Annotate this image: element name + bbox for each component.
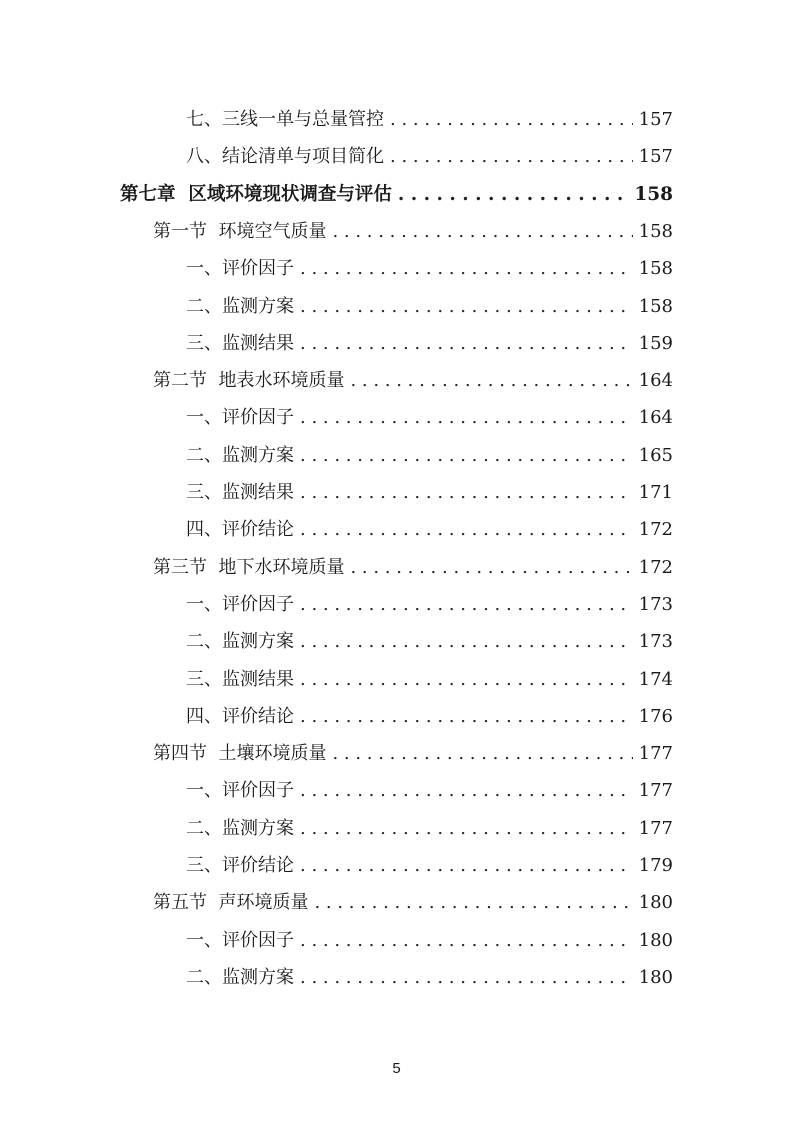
- toc-dot-leader: [350, 362, 632, 399]
- toc-entry-item[interactable]: [186, 623, 673, 660]
- toc-entry-page: 172: [638, 519, 673, 541]
- toc-entry-chapter[interactable]: [120, 176, 673, 213]
- toc-dot-leader: [398, 176, 628, 213]
- toc-dot-leader: [390, 138, 633, 175]
- toc-entry-page: 157: [638, 109, 673, 130]
- toc-dot-leader: [300, 847, 633, 884]
- toc-entry-title: 一、评价因子: [186, 407, 294, 429]
- toc-entry-page: 159: [638, 332, 673, 354]
- toc-entry-item[interactable]: [186, 101, 673, 138]
- toc-entry-page: 164: [638, 407, 673, 429]
- toc-entry-title: 一、评价因子: [186, 258, 294, 280]
- toc-dot-leader: [300, 810, 633, 847]
- toc-entry-section[interactable]: [153, 884, 673, 921]
- toc-entry-page: 180: [638, 929, 673, 951]
- toc-dot-leader: [300, 661, 633, 698]
- toc-entry-item[interactable]: [186, 250, 673, 287]
- toc-entry-section[interactable]: [153, 213, 673, 250]
- toc-dot-leader: [300, 325, 633, 362]
- toc-entry-page: 157: [638, 146, 673, 168]
- toc-entry-page: 158: [638, 220, 673, 242]
- page-number: 5: [392, 1060, 401, 1077]
- toc-entry-item[interactable]: [186, 810, 673, 847]
- toc-entry-title: 二、监测方案: [186, 444, 294, 466]
- toc-dot-leader: [300, 288, 633, 325]
- toc-dot-leader: [332, 213, 632, 250]
- toc-entry-item[interactable]: [186, 922, 673, 959]
- toc-entry-page: 174: [638, 668, 673, 690]
- toc-dot-leader: [300, 250, 633, 287]
- toc-entry-item[interactable]: [186, 325, 673, 362]
- toc-entry-title: 第五节 声环境质量: [153, 892, 309, 914]
- toc-entry-page: 165: [638, 444, 673, 466]
- toc-entry-title: 一、评价因子: [186, 780, 294, 802]
- toc-entry-title: 第三节 地下水环境质量: [153, 556, 345, 578]
- toc-dot-leader: [314, 884, 632, 921]
- toc-dot-leader: [300, 586, 633, 623]
- toc-dot-leader: [350, 549, 632, 586]
- toc-entry-section[interactable]: [153, 362, 673, 399]
- toc-entry-title: 一、评价因子: [186, 593, 294, 615]
- toc-entry-item[interactable]: [186, 847, 673, 884]
- toc-entry-section[interactable]: [153, 735, 673, 772]
- toc-entry-title: 第二节 地表水环境质量: [153, 370, 345, 392]
- toc-entry-page: 164: [638, 370, 673, 392]
- toc-entry-title: 三、监测结果: [186, 668, 294, 690]
- toc-dot-leader: [300, 511, 633, 548]
- toc-entry-title: 第一节 环境空气质量: [153, 220, 327, 242]
- toc-entry-title: 一、评价因子: [186, 929, 294, 951]
- toc-entry-page: 173: [638, 593, 673, 615]
- toc-entry-item[interactable]: [186, 661, 673, 698]
- toc-entry-page: 158: [634, 183, 673, 205]
- toc-entry-title: 第七章 区域环境现状调查与评估: [120, 183, 392, 205]
- toc-entry-item[interactable]: [186, 288, 673, 325]
- toc-dot-leader: [300, 922, 633, 959]
- toc-entry-title: 三、监测结果: [186, 332, 294, 354]
- toc-entry-title: 第四节 土壤环境质量: [153, 743, 327, 765]
- toc-entry-title: 二、监测方案: [186, 817, 294, 839]
- toc-entry-item[interactable]: [186, 437, 673, 474]
- toc-entry-title: 七、三线一单与总量管控: [186, 109, 384, 130]
- toc-entry-item[interactable]: [186, 698, 673, 735]
- toc-entry-item[interactable]: [186, 772, 673, 809]
- toc-dot-leader: [300, 623, 633, 660]
- toc-entry-page: 158: [638, 258, 673, 280]
- toc-entry-item[interactable]: [186, 474, 673, 511]
- toc-dot-leader: [300, 399, 633, 436]
- toc-dot-leader: [300, 474, 633, 511]
- toc-entry-title: 三、评价结论: [186, 855, 294, 876]
- toc-dot-leader: [390, 101, 633, 138]
- toc-entry-page: 180: [638, 966, 673, 988]
- toc-entry-page: 176: [638, 705, 673, 727]
- toc-dot-leader: [300, 772, 633, 809]
- toc-entry-item[interactable]: [186, 586, 673, 623]
- toc-entry-title: 四、评价结论: [186, 519, 294, 541]
- toc-entry-section[interactable]: [153, 549, 673, 586]
- toc-entry-title: 二、监测方案: [186, 966, 294, 988]
- toc-entry-title: 二、监测方案: [186, 631, 294, 653]
- toc-entry-title: 四、评价结论: [186, 705, 294, 727]
- toc-entry-item[interactable]: [186, 511, 673, 548]
- toc-entry-title: 二、监测方案: [186, 295, 294, 317]
- toc-entry-page: 158: [638, 295, 673, 317]
- toc-entry-item[interactable]: [186, 138, 673, 175]
- toc-dot-leader: [300, 959, 633, 996]
- toc-entry-page: 177: [638, 743, 673, 765]
- toc-entry-page: 172: [638, 556, 673, 578]
- toc-dot-leader: [300, 437, 633, 474]
- toc-entry-page: 171: [638, 482, 673, 503]
- toc-entry-title: 八、结论清单与项目简化: [186, 146, 384, 168]
- toc-entry-item[interactable]: [186, 959, 673, 996]
- toc-dot-leader: [332, 735, 632, 772]
- toc-entry-page: 173: [638, 631, 673, 653]
- toc-entry-page: 179: [638, 855, 673, 876]
- toc-entry-page: 177: [638, 817, 673, 839]
- toc-entry-title: 三、监测结果: [186, 482, 294, 503]
- toc-entry-page: 177: [638, 780, 673, 802]
- toc-entry-item[interactable]: [186, 399, 673, 436]
- toc-dot-leader: [300, 698, 633, 735]
- toc-entry-page: 180: [638, 892, 673, 914]
